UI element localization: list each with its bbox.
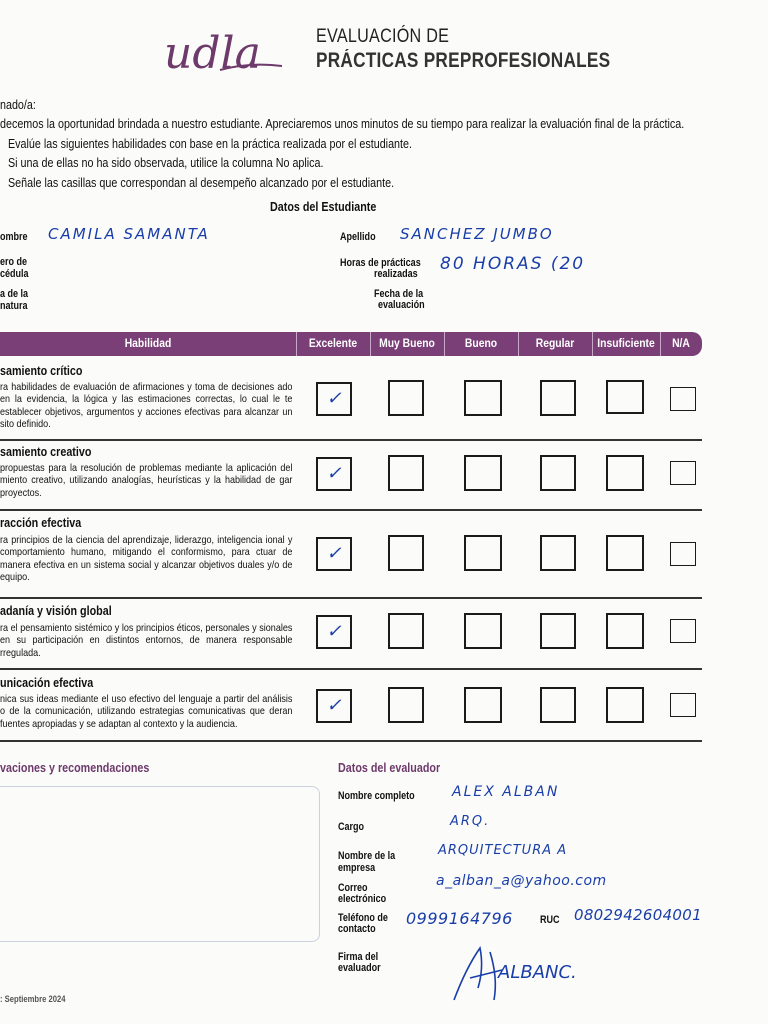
col-regular: Regular [535, 338, 575, 350]
rating-muy-bueno-checkbox[interactable] [388, 613, 424, 649]
rating-bueno-checkbox[interactable] [464, 455, 502, 491]
date-label-2: evaluación [378, 299, 425, 311]
phone-label-2: contacto [338, 923, 376, 935]
hours-value[interactable]: 80 HORAS (20 [440, 254, 586, 274]
row-divider [0, 509, 702, 511]
page-title-line2: PRÁCTICAS PREPROFESIONALES [316, 49, 611, 72]
rating-excelente-checkbox[interactable]: ✓ [316, 537, 352, 571]
col-muy-bueno: Muy Bueno [379, 338, 435, 350]
company-value[interactable]: ARQUITECTURA A [438, 843, 568, 858]
rating-regular-checkbox[interactable] [540, 613, 576, 649]
rating-bueno-checkbox[interactable] [464, 687, 502, 723]
phone-label-1: Teléfono de [338, 912, 388, 924]
signature-label-2: evaluador [338, 962, 381, 974]
rating-regular-checkbox[interactable] [540, 380, 576, 416]
rating-na-checkbox[interactable] [670, 619, 696, 643]
intro-line1: decemos la oportunidad brindada a nuestro estudiante. Apreciaremos unos minutos de su tiempo para realizar la evaluación final de la práctica. [0, 117, 685, 131]
evaluator-section-title: Datos del evaluador [338, 761, 441, 775]
rating-excelente-checkbox[interactable]: ✓ [316, 457, 352, 491]
skill-desc: ra principios de la ciencia del aprendizaje, liderazgo, inteligencia ional y comportamiento humano, mitigando el conformismo, para ctuar de manera efectiva en un sistema social y alcanzar objetivos duales y/o de equipo. [0, 534, 293, 583]
col-bueno: Bueno [464, 338, 498, 350]
email-label-1: Correo [338, 882, 368, 894]
rating-excelente-checkbox[interactable]: ✓ [316, 615, 352, 649]
row-divider [0, 439, 702, 441]
signature-text: ALBANC. [498, 962, 577, 983]
intro-line3: Si una de ellas no ha sido observada, utilice la columna No aplica. [8, 156, 324, 170]
student-section-title: Datos del Estudiante [270, 200, 377, 214]
rating-regular-checkbox[interactable] [540, 687, 576, 723]
rating-muy-bueno-checkbox[interactable] [388, 455, 424, 491]
observations-title: vaciones y recomendaciones [0, 761, 150, 775]
rating-na-checkbox[interactable] [670, 542, 696, 566]
rating-insuficiente-checkbox[interactable] [606, 380, 644, 414]
logo-text: udla [164, 28, 261, 79]
rating-insuficiente-checkbox[interactable] [606, 613, 644, 649]
intro-line2: Evalúe las siguientes habilidades con base en la práctica realizada por el estudiante. [8, 137, 412, 151]
rating-bueno-checkbox[interactable] [464, 535, 502, 571]
evaluator-role-label: Cargo [338, 821, 365, 833]
rating-insuficiente-checkbox[interactable] [606, 535, 644, 571]
signature-label-1: Firma del [338, 951, 379, 963]
student-surname-value[interactable]: SANCHEZ JUMBO [400, 225, 554, 243]
skill-desc: ra habilidades de evaluación de afirmaciones y toma de decisiones ado en la evidencia, la lógica y las estimaciones correctas, lo cual le te establecer objetivos, argumentos y acciones efectivas para alcanzar un sito definido. [0, 381, 293, 430]
page-title-line1: EVALUACIÓN DE [316, 26, 450, 47]
skill-name: samiento creativo [0, 445, 92, 459]
date-label-1: Fecha de la [374, 288, 424, 300]
row-divider [0, 668, 702, 670]
rating-bueno-checkbox[interactable] [464, 613, 502, 649]
row-divider [0, 597, 702, 599]
rating-excelente-checkbox[interactable]: ✓ [316, 689, 352, 723]
student-surname-label: Apellido [340, 231, 376, 243]
evaluator-name-value[interactable]: ALEX ALBAN [452, 784, 560, 800]
email-label-2: electrónico [338, 893, 387, 905]
skill-desc: propuestas para la resolución de problemas mediante la aplicación del miento creativo, utilizando analogías, heurísticas y la habilidad de gar proyectos. [0, 462, 293, 499]
skill-name: unicación efectiva [0, 676, 94, 690]
udla-logo [160, 22, 290, 82]
rating-bueno-checkbox[interactable] [464, 380, 502, 416]
rating-muy-bueno-checkbox[interactable] [388, 535, 424, 571]
rating-muy-bueno-checkbox[interactable] [388, 380, 424, 416]
hours-label-2: realizadas [374, 268, 418, 280]
skill-name: adanía y visión global [0, 604, 112, 618]
intro-line4: Señale las casillas que correspondan al desempeño alcanzado por el estudiante. [8, 176, 395, 190]
evaluator-role-value[interactable]: ARQ. [450, 814, 491, 829]
rating-na-checkbox[interactable] [670, 693, 696, 717]
phone-value[interactable]: 0999164796 [406, 909, 513, 928]
observations-textarea[interactable] [0, 786, 320, 942]
rating-regular-checkbox[interactable] [540, 535, 576, 571]
student-id-label-2: cédula [0, 268, 29, 280]
evaluator-name-label: Nombre completo [338, 790, 415, 802]
evaluator-signature[interactable] [450, 938, 600, 1008]
company-label-2: empresa [338, 862, 376, 874]
rating-na-checkbox[interactable] [670, 461, 696, 485]
rating-na-checkbox[interactable] [670, 387, 696, 411]
subject-label-2: natura [0, 300, 28, 312]
subject-label-1: a de la [0, 288, 29, 300]
skill-desc: ra el pensamiento sistémico y los principios éticos, personales y sionales en su participación en distintos entornos, de manera responsable rregulada. [0, 622, 293, 659]
col-excelente: Excelente [308, 338, 358, 350]
email-value[interactable]: a_alban_a@yahoo.com [436, 873, 607, 889]
col-habilidad: Habilidad [124, 338, 172, 350]
rating-insuficiente-checkbox[interactable] [606, 687, 644, 723]
company-label-1: Nombre de la [338, 850, 396, 862]
rating-regular-checkbox[interactable] [540, 455, 576, 491]
rating-muy-bueno-checkbox[interactable] [388, 687, 424, 723]
footer-date: : Septiembre 2024 [0, 994, 66, 1004]
rating-excelente-checkbox[interactable]: ✓ [316, 382, 352, 416]
col-insuficiente: Insuficiente [597, 338, 655, 350]
skill-name: samiento crítico [0, 364, 83, 378]
skill-name: racción efectiva [0, 516, 82, 530]
hours-label-1: Horas de prácticas [340, 257, 421, 269]
rating-insuficiente-checkbox[interactable] [606, 455, 644, 491]
student-id-label-1: ero de [0, 256, 28, 268]
student-name-value[interactable]: CAMILA SAMANTA [48, 225, 210, 243]
col-na: N/A [672, 338, 690, 350]
row-divider [0, 740, 702, 742]
salutation: nado/a: [0, 98, 36, 112]
student-name-label: ombre [0, 231, 28, 243]
skill-desc: nica sus ideas mediante el uso efectivo del lenguaje a partir del análisis o de la comunicación, utilizando estrategias comunicativas que deran fuentes apropiadas y se adaptan al contexto y la audiencia. [0, 693, 293, 730]
ruc-label: RUC [540, 914, 560, 926]
ruc-value[interactable]: 0802942604001 [574, 906, 702, 924]
